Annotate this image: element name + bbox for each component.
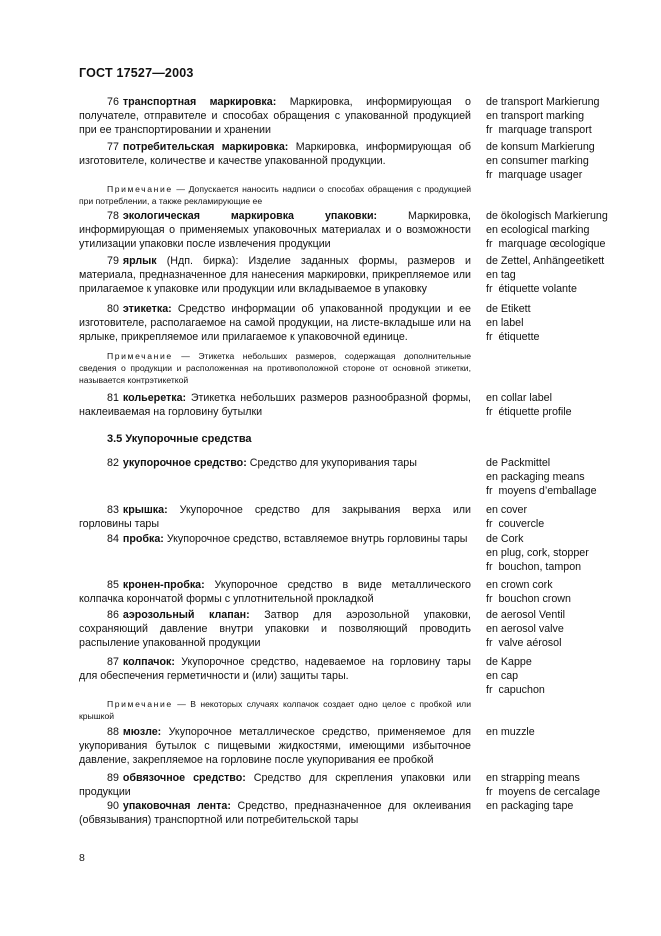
translation-line: de aerosol Ventil <box>486 609 566 621</box>
entry-term: этикетка: <box>122 303 172 315</box>
entry-definition <box>79 140 471 168</box>
entry-term: пробка: <box>122 533 164 545</box>
translation-line: fr couvercle <box>486 518 545 530</box>
entry-number: 78 <box>107 210 119 222</box>
translation-line: fr moyens de cercalage <box>486 786 601 798</box>
entry-definition <box>79 725 471 767</box>
entry-number: 81 <box>107 392 119 404</box>
entry-text: Маркировка, информирующая об изготовителе, количестве и качестве упакованной продукции. <box>79 141 471 167</box>
entry-translations <box>486 254 626 296</box>
entry-number: 86 <box>107 609 119 621</box>
entry-number: 79 <box>107 255 119 267</box>
translation-line: en packaging tape <box>486 800 574 812</box>
translation-line: de Kappe <box>486 656 532 668</box>
entry-text: Укупорочное металлическое средство, применяемое для укупоривания бутылок с пищевыми жидкостями, имеющими избыточное давление, закрепляемое на горловине после укупоривания ее пробкой <box>79 726 471 766</box>
translation-line: fr étiquette <box>486 331 540 343</box>
translation-line: fr marquage transport <box>486 124 592 136</box>
entry-term: аэрозольный клапан: <box>122 609 250 621</box>
entry-translations <box>486 608 626 650</box>
entry-number: 88 <box>107 726 119 738</box>
entry-translations <box>486 503 626 531</box>
entry-number: 77 <box>107 141 119 153</box>
section-heading: 3.5 Укупорочные средства <box>107 433 252 445</box>
entry-text: Маркировка, информирующая о получателе, отправителе и способах обращения с упакованной продукцией при ее транспортировании и хранении <box>79 96 471 136</box>
entry-term: укупорочное средство: <box>122 457 247 469</box>
entry-number: 80 <box>107 303 119 315</box>
entry-number: 85 <box>107 579 119 591</box>
translation-line: de Etikett <box>486 303 531 315</box>
note-label: Примечание <box>107 351 173 361</box>
entry-term: кольеретка: <box>122 392 187 404</box>
note-text: Примечание — В некоторых случаях колпачок создает одно целое с пробкой или крышкой <box>79 699 471 721</box>
entry-translations <box>486 655 626 697</box>
entry-definition <box>79 532 471 546</box>
entry-term: экологическая маркировка упаковки: <box>122 210 378 222</box>
entry-term: транспортная маркировка: <box>122 96 277 108</box>
translation-line: fr moyens d’emballage <box>486 485 597 497</box>
translation-line: en cover <box>486 504 528 516</box>
entry-term: упаковочная лента: <box>122 800 231 812</box>
translation-line: de ökologisch Markierung <box>486 210 608 222</box>
translation-line: fr valve aérosol <box>486 637 562 649</box>
translation-line: en muzzle <box>486 726 535 738</box>
entry-text: Средство для скрепления упаковки или продукции <box>79 772 471 798</box>
translation-line: fr étiquette profile <box>486 406 572 418</box>
entry-translations <box>486 725 626 739</box>
entry-definition <box>79 799 471 827</box>
entry-number: 76 <box>107 96 119 108</box>
note-label: Примечание <box>107 699 173 709</box>
entry-definition <box>79 302 471 344</box>
entry-translations <box>486 578 626 606</box>
page-number: 8 <box>79 852 85 864</box>
entry-text: Укупорочное средство, надеваемое на горловину тары для обеспечения герметичности и (или) защиты тары. <box>79 656 471 682</box>
translation-line: en tag <box>486 269 516 281</box>
translation-line: en strapping means <box>486 772 580 784</box>
entry-definition <box>79 608 471 650</box>
note-label: Примечание <box>107 184 173 194</box>
entry-term: крышка: <box>122 504 168 516</box>
entry-translations <box>486 391 626 419</box>
entry-number: 87 <box>107 656 119 668</box>
translation-line: en crown cork <box>486 579 553 591</box>
entry-term: кронен-пробка: <box>122 579 205 591</box>
entry-translations <box>486 209 626 251</box>
entry-term: ярлык <box>122 255 157 267</box>
entry-definition <box>79 503 471 531</box>
entry-definition <box>79 578 471 606</box>
entry-number: 89 <box>107 772 119 784</box>
entry-translations <box>486 799 626 813</box>
entry-text: Средство, предназначенное для оклеивания (обвязывания) транспортной или потребительской тары <box>79 800 471 826</box>
entry-definition <box>79 456 471 470</box>
translation-line: fr étiquette volante <box>486 283 577 295</box>
entry-translations <box>486 771 626 799</box>
translation-line: en collar label <box>486 392 552 404</box>
entry-term: мюзле: <box>122 726 162 738</box>
entry-text: Укупорочное средство в виде металлического колпачка корончатой формы с уплотнительной прокладкой <box>79 579 471 605</box>
translation-line: de Cork <box>486 533 524 545</box>
entry-term: колпачок: <box>122 656 175 668</box>
translation-line: en consumer marking <box>486 155 589 167</box>
translation-line: en cap <box>486 670 519 682</box>
entry-text: Укупорочное средство, вставляемое внутрь горловины тары <box>163 533 468 545</box>
document-header: ГОСТ 17527—2003 <box>79 66 194 80</box>
translation-line: en transport marking <box>486 110 585 122</box>
entry-translations <box>486 302 626 344</box>
entry-number: 82 <box>107 457 119 469</box>
entry-term: потребительская маркировка: <box>122 141 289 153</box>
entry-translations <box>486 95 626 137</box>
translation-line: de transport Markierung <box>486 96 600 108</box>
entry-definition <box>79 95 471 137</box>
entry-term: обвязочное средство: <box>122 772 246 784</box>
entry-text: (Ндп. бирка): Изделие заданных формы, размеров и материала, предназначенное для нанесения маркировки, прикрепляемое или прилагаемое к упаковке или продукции или вкладываемое в упаковку <box>79 255 471 295</box>
entry-number: 90 <box>107 800 119 812</box>
translation-line: fr marquage œcologique <box>486 238 606 250</box>
translation-line: en label <box>486 317 524 329</box>
translation-line: fr marquage usager <box>486 169 583 181</box>
note-text: Примечание — Допускается наносить надписи о способах обращения с продукцией при потреблении, а также рекламирующие ее <box>79 184 471 206</box>
translation-line: en aerosol valve <box>486 623 564 635</box>
entry-text: Этикетка небольших размеров разнообразной формы, наклеиваемая на горловину бутылки <box>79 392 471 418</box>
entry-text: Затвор для аэрозольной упаковки, сохраняющий давление внутри упаковки и позволяющий проводить распыление упакованной продукции <box>79 609 471 649</box>
entry-translations <box>486 140 626 182</box>
entry-text: Укупорочное средство для закрывания верха или горловины тары <box>79 504 471 530</box>
translation-line: en ecological marking <box>486 224 590 236</box>
translation-line: en packaging means <box>486 471 585 483</box>
entry-definition <box>79 391 471 419</box>
translation-line: de konsum Markierung <box>486 141 595 153</box>
entry-number: 83 <box>107 504 119 516</box>
entry-translations <box>486 532 626 574</box>
entry-definition <box>79 771 471 799</box>
translation-line: en plug, cork, stopper <box>486 547 589 559</box>
entry-translations <box>486 456 626 498</box>
entry-definition <box>79 209 471 251</box>
translation-line: fr capuchon <box>486 684 545 696</box>
translation-line: fr bouchon crown <box>486 593 571 605</box>
translation-line: de Packmittel <box>486 457 551 469</box>
entry-definition <box>79 655 471 683</box>
entry-text: Средство информации об упакованной продукции и ее изготовителе, располагаемое на самой продукции, на листе-вкладыше или на ярлыке, прикрепляемое или прилагаемое к упаковочной единице. <box>79 303 471 343</box>
note-text: Примечание — Этикетка небольших размеров, содержащая дополнительные сведения о продукции и расположенная на противоположной стороне от основной этикетки, называется контрэтикеткой <box>79 351 471 385</box>
translation-line: de Zettel, Anhängeetikett <box>486 255 605 267</box>
entry-text: Средство для укупоривания тары <box>246 457 417 469</box>
entry-text: Маркировка, информирующая о применяемых упаковочных материалах и о возможности утилизации упаковки после извлечения продукции <box>79 210 471 250</box>
entry-definition <box>79 254 471 296</box>
entry-number: 84 <box>107 533 119 545</box>
translation-line: fr bouchon, tampon <box>486 561 582 573</box>
